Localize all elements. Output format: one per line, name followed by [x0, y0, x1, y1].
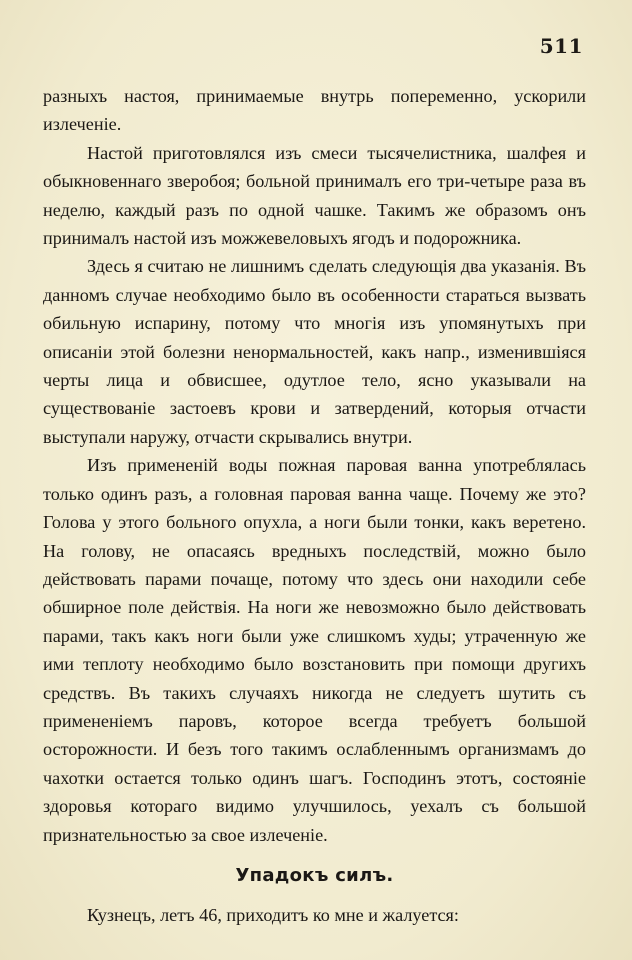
- paragraph-blacksmith: Кузнецъ, летъ 46, приходитъ ко мне и жалуется:: [87, 904, 459, 925]
- paragraph-indications: Здесь я считаю не лишнимъ сделать следующiя два указанiя. Въ данномъ случае необходимо было въ особенности стараться вызвать обильную испарину, потому что многiя изъ упомянутыхъ при описанiи этой болезни ненормальностей, какъ напр., изменившiяся черты лица и обвисшее, одутлое тело, ясно указывали на существованiе застоевъ крови и затвердений, которыя отчасти выступали наружу, отчасти скрывались внутри.: [43, 256, 586, 447]
- paragraph-infusion: Настой приготовлялся изъ смеси тысячелистника, шалфея и обыкновеннаго зверобоя; больной принималъ его три-четыре раза въ неделю, каждый разъ по одной чашке. Такимъ же образомъ онъ принималъ настой изъ можжевеловыхъ ягодъ и подорожника.: [43, 142, 586, 249]
- page-number: 511: [539, 34, 583, 58]
- page-body: [43, 82, 586, 929]
- paragraph-water-applications: Изъ примененiй воды пожная паровая ванна употреблялась только одинъ разъ, а головная паровая ванна чаще. Почему же это? Голова у этого больного опухла, а ноги были тонки, какъ веретено. На голову, не опасаясь вредныхъ последствiй, можно было действовать парами почаще, потому что здесь они находили себе обширное поле действiя. На ноги же невозможно было действовать парами, такъ какъ ноги были уже слишкомъ худы; утраченную же ими теплоту необходимо было возстановить при помощи другихъ средствъ. Въ такихъ случаяхъ никогда не следуетъ шутить съ примененiемъ паровъ, которое всегда требуетъ большой осторожности. И безъ того такимъ ослабленнымъ организмамъ до чахотки остается только одинъ шагъ. Господинъ этотъ, состоянiе здоровья котораго видимо улучшилось, уехалъ съ большой признательностью за свое излеченiе.: [43, 455, 586, 845]
- section-heading: Упадокъ силъ.: [235, 864, 394, 886]
- paragraph-continuation: разныхъ настоя, принимаемые внутрь попеременно, ускорили излеченiе.: [43, 86, 586, 135]
